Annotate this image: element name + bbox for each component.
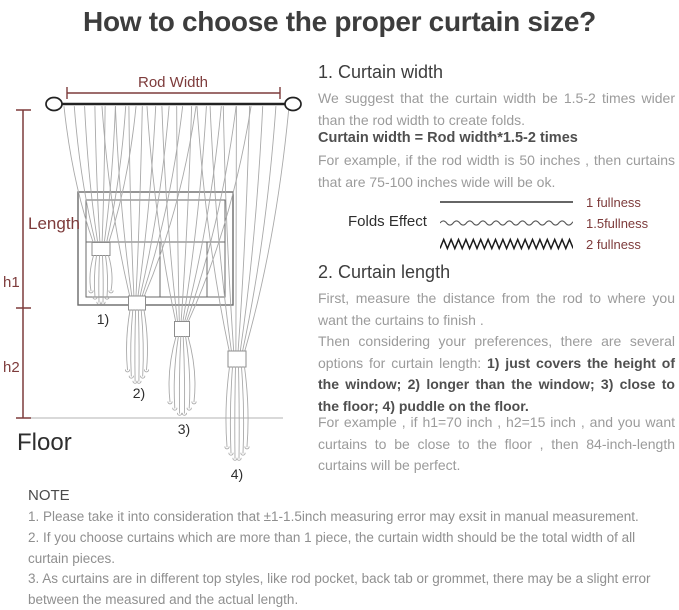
curtain-option-4-label: 4) [230,466,244,482]
fold-row-2-fullness [440,236,641,252]
curtain-measurement-diagram [0,60,320,485]
note-item-3: 3. As curtains are in different top styles, like rod pocket, back tab or grommet, there may be a slight error between the measured and the actual length. [28,571,651,608]
rod-width-label: Rod Width [137,74,209,91]
fullness-2-label: 2 fullness [586,236,641,252]
curtain-option-3-label: 3) [177,421,191,437]
curtain-length-heading: 2. Curtain length [318,262,451,282]
note-heading: NOTE [28,487,70,504]
note-item-2: 2. If you choose curtains which are more than 1 piece, the curtain width should be the total width of all curtain pieces. [28,529,636,566]
h2-label: h2 [3,359,20,376]
folds-effect-label: Folds Effect [348,213,427,230]
fold-row-1-5-fullness [440,215,648,231]
h1-label: h1 [3,274,20,291]
curtain-width-intro: We suggest that the curtain width be 1.5-2 times wider than the rod width to create folds. [318,90,675,128]
zigzag-line-icon [440,236,573,252]
straight-line-icon [440,194,573,210]
page-title: How to choose the proper curtain size? [83,6,596,37]
curtain-width-formula: Curtain width = Rod width*1.5-2 times [318,130,578,146]
curtain-panels [64,107,289,461]
curtain-option-2-label: 2) [132,385,146,401]
note-item-1: 1. Please take it into consideration that ±1-1.5inch measuring error may exsit in manual measurement. [28,509,639,524]
gentle-wave-icon [440,215,573,231]
rod-finial-right [285,98,301,111]
curtain-length-options [318,331,675,417]
curtain-length-step1: First, measure the distance from the rod to where you want the curtains to finish . [318,290,675,328]
right-column [318,0,675,500]
floor-label: Floor [17,429,72,456]
curtain-length-example: For example , if h1=70 inch , h2=15 inch , and you want curtains to be close to the floor , then 84-inch-length curtains will be perfect. [318,414,675,473]
folds-effect-diagram [318,193,675,259]
length-label: Length [28,214,80,233]
curtain-width-heading: 1. Curtain width [318,62,444,82]
fold-row-1-fullness [440,194,641,210]
curtain-width-example: For example, if the rod width is 50 inches , then curtains that are 75-100 inches wide will be ok. [318,152,675,190]
fullness-1-label: 1 fullness [586,194,641,210]
fullness-1-5-label: 1.5fullness [586,215,649,231]
curtain-length-options-intro: Then considering your preferences, there are several options for curtain length: [318,333,675,371]
curtain-length-options-bold: 1) just covers the height of the window; 2) longer than the window; 3) close to the floor; 4) puddle on the floor. [318,354,675,414]
rod-finial-left [46,98,62,111]
curtain-option-1-label: 1) [96,311,110,327]
note-section [28,487,674,610]
